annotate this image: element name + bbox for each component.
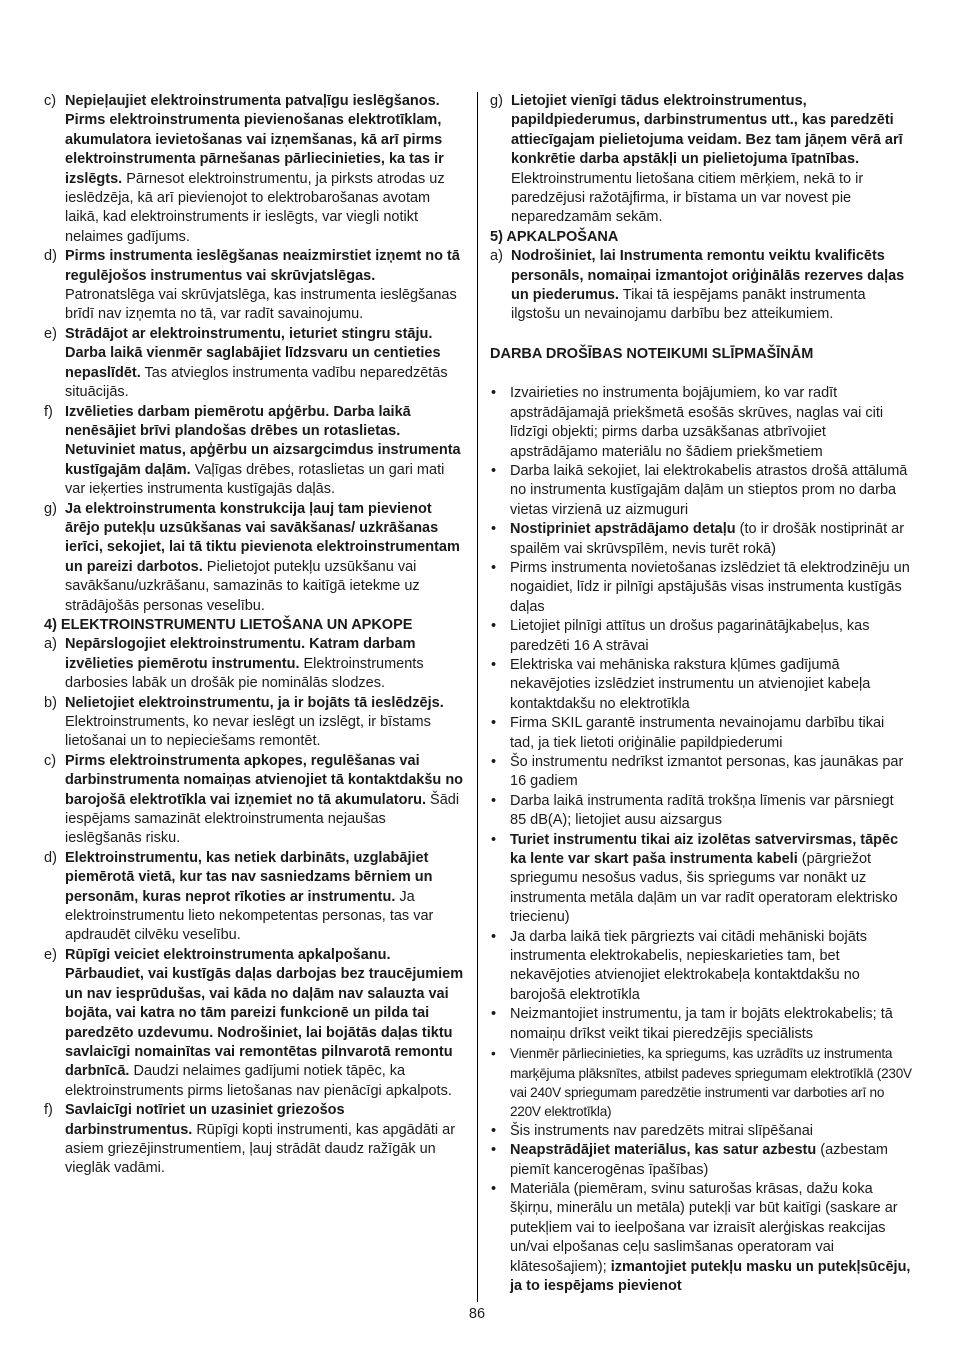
bullet-mark: • (491, 831, 497, 848)
item-text: Neizmantojiet instrumentu, ja tam ir bojāts elektrokabelis; tā nomaiņu drīkst veikt tikai pieredzējis speciālists (510, 1006, 893, 1042)
page-number: 86 (468, 1306, 486, 1322)
item-text: Šis instruments nav paredzēts mitrai slīpēšanai (510, 1122, 814, 1139)
right-column (490, 92, 912, 1296)
item-text: Tas atvieglos instrumenta vadību neparedzētās situācijās. (65, 364, 448, 401)
item-text: Elektriska vai mehāniska rakstura kļūmes gadījumā nekavējoties izslēdziet instrumentu un atvienojiet kabeļa kontaktdakšu no elektrotīkla (510, 656, 871, 712)
bullet-mark: • (491, 656, 497, 673)
safety-items-list (44, 92, 466, 616)
item-text: Pielietojot putekļu uzsūkšanu vai savākšanu/uzkrāšanu, samazinās to kaitīgā ietekme uz strādājošās personas veselību. (65, 558, 420, 614)
service-items-list (490, 247, 912, 325)
section-heading-usage-care: 4) ELEKTROINSTRUMENTU LIETOŠANA UN APKOPE (44, 616, 413, 633)
item-text: (azbestam piemīt kancerogēnas īpašības) (510, 1142, 888, 1178)
item-text: Izvairieties no instrumenta bojājumiem, ko var radīt apstrādājamajā priekšmetā esošās skrūves, naglas vai citi līdzīgi objekti; pirms darba uzsākšanas atbrīvojiet apstrādājamo materiālu no šādiem priekšmetiem (510, 385, 884, 460)
list-item (490, 92, 912, 228)
item-bold-text: Elektroinstrumentu, kas netiek darbināts, uzglabājiet piemērotā vietā, kur tas nav sasniedzams bērniem un personām, kuras neprot rīkoties ar instrumentu. (65, 849, 433, 905)
item-text: Darba laikā sekojiet, lai elektrokabelis atrastos drošā attālumā no instrumenta kustīgajām daļām un stieptos prom no darba vietas virzienā uz aizmuguri (510, 462, 908, 518)
item-bold-text: Izvēlieties darbam piemērotu apģērbu. Darba laikā nenēsājiet brīvi plandošas drēbes un rotaslietas. Netuviniet matus, apģērbu un aizsargcimdus instrumenta kustīgajām daļām. (65, 403, 461, 478)
item-text: Elektroinstruments darbosies labāk un drošāk pie nominālās slodzes. (65, 655, 424, 692)
list-item (44, 635, 466, 693)
item-text: (to ir drošāk nostiprināt ar spailēm vai skrūvspīlēm, nevis turēt rokā) (510, 521, 905, 557)
bullet-mark: • (491, 792, 497, 809)
item-bold-text: Nepieļaujiet elektroinstrumenta patvaļīgu ieslēgšanos. Pirms elektroinstrumenta pievienošanas elektrotīklam, akumulatora ievietošanas vai izņemšanas, kā arī pirms elektroinstrumenta pārnešanas pārliecinieties, ka tas ir izslēgts. (65, 93, 444, 187)
item-letter: g) (44, 500, 57, 517)
list-item (44, 1101, 466, 1179)
list-item (44, 247, 466, 325)
item-text: Ja darba laikā tiek pārgriezts vai citādi mehāniski bojāts instrumenta elektrokabelis, nepieskarieties tam, bet nekavējoties atvienojiet elektrokabeļa kontaktdakšu no barojošā elektrotīkla (510, 928, 868, 1003)
bullet-item (490, 1005, 912, 1044)
list-item (44, 752, 466, 849)
item-bold-text: Neapstrādājiet materiālus, kas satur azbestu (510, 1142, 817, 1159)
bullet-mark: • (491, 1006, 497, 1023)
item-text: Rūpīgi kopti instrumenti, kas apgādāti ar asiem griezējinstrumentiem, ļauj strādāt daudz ražīgāk un vieglāk vadāmi. (65, 1121, 456, 1177)
item-text: Šādi iespējams samazināt elektroinstrumenta nejaušas ieslēgšanās risku. (65, 791, 460, 847)
bullet-item (490, 792, 912, 831)
spacer (490, 325, 912, 345)
item-bold-text: Nodrošiniet, lai Instrumenta remontu veiktu kvalificēts personāls, nomaiņai izmantojot oriģinālās rezerves daļas un piederumus. (511, 248, 905, 304)
item-bold-text: Strādājot ar elektroinstrumentu, ieturiet stingru stāju. Darba laikā vienmēr saglabājiet līdzsvaru un centieties nepaslīdēt. (65, 325, 441, 381)
bullet-item (490, 831, 912, 928)
item-letter: d) (44, 849, 57, 866)
bullet-item (490, 1180, 912, 1296)
bullet-mark: • (491, 1122, 497, 1139)
item-bold-text: Nelietojiet elektroinstrumentu, ja ir bojāts tā ieslēdzējs. (65, 694, 444, 711)
spacer (490, 364, 912, 384)
bullet-mark: • (491, 462, 497, 479)
bullet-item (490, 1141, 912, 1180)
list-item (44, 849, 466, 946)
column-divider (477, 92, 478, 1302)
item-letter: g) (490, 93, 503, 109)
bullet-mark: • (491, 521, 497, 538)
item-text: Šo instrumentu nedrīkst izmantot personas, kas jaunākas par 16 gadiem (510, 754, 904, 790)
bullet-item (490, 753, 912, 792)
list-item (44, 500, 466, 616)
list-item (44, 403, 466, 500)
left-column (44, 92, 466, 1179)
item-letter: b) (44, 694, 57, 711)
item-letter: e) (44, 946, 57, 963)
list-item (44, 694, 466, 752)
bullet-item (490, 559, 912, 617)
item-text: Tikai tā iespējams panākt instrumenta ilgstošu un nevainojamu darbību bez atteikumiem. (511, 287, 866, 323)
item-bold-text: Savlaicīgi notīriet un uzasiniet griezošos darbinstrumentus. (65, 1102, 345, 1138)
bullet-mark: • (491, 1142, 497, 1159)
bullet-mark: • (491, 715, 497, 732)
bullet-item (490, 714, 912, 753)
item-letter: d) (44, 248, 57, 265)
bullet-mark: • (491, 618, 497, 635)
bullet-mark: • (491, 1180, 497, 1197)
item-letter: a) (44, 636, 57, 653)
list-item (44, 92, 466, 247)
item-text: Materiāla (piemēram, svinu saturošas krāsas, dažu koka šķirņu, minerālu un metāla) putekļi var būt kaitīgi (saskare ar putekļiem vai to ieelpošana var izraisīt alerģiskas reakcijas un/vai elpošanas ceļu saslimšanas operatoram vai klātesošajiem); (510, 1180, 898, 1275)
item-bold-text: Lietojiet vienīgi tādus elektroinstrumentus, papildpiederumus, darbinstrumentus utt., kas paredzēti attiecīgajam pielietojuma veidam. Bez tam jāņem vērā arī konkrētie darba apstākļi un pielietojuma īpatnības. (511, 93, 903, 168)
bullet-mark: • (491, 754, 497, 770)
grinder-safety-bullets (490, 384, 912, 1296)
item-text: Vaļīgas drēbes, rotaslietas un gari mati var ieķerties instrumenta kustīgajās daļās. (65, 461, 445, 498)
item-letter: c) (44, 93, 57, 109)
item-bold-text: Nostipriniet apstrādājamo detaļu (510, 521, 736, 538)
section-heading-service: 5) APKALPOŠANA (490, 228, 619, 245)
item-text: Vienmēr pārliecinieties, ka spriegums, kas uzrādīts uz instrumenta marķējuma plāksnītes, atbilst padeves spriegumam elektrotīklā (230V vai 240V spriegumam paredzētie instrumenti var darboties arī no 220V elektrotīkla) (510, 1046, 912, 1120)
item-bold-text: Pirms instrumenta ieslēgšanas neaizmirstiet izņemt no tā regulējošos instrumentus vai skrūvjatslēgas. (65, 248, 460, 284)
item-letter: f) (44, 1102, 53, 1119)
item-bold-text: Nepārslogojiet elektroinstrumentu. Katram darbam izvēlieties piemērotu instrumentu. (65, 636, 416, 672)
bullet-mark: • (491, 1046, 496, 1062)
bullet-mark: • (491, 559, 497, 576)
item-text: Darba laikā instrumenta radītā trokšņa līmenis var pārsniegt 85 dB(A); lietojiet ausu aizsargus (510, 792, 894, 829)
bullet-item (490, 1044, 912, 1122)
item-bold-text: Turiet instrumentu tikai aiz izolētas satvervirsmas, tāpēc ka lente var skart paša instrumenta kabeli (510, 831, 899, 868)
item-text: Patronatslēga vai skrūvjatslēga, kas instrumenta ieslēgšanas brīdī nav izņemta no tā, var radīt savainojumu. (65, 287, 457, 323)
item-text: Firma SKIL garantē instrumenta nevainojamu darbību tikai tad, ja tiek lietoti oriģinālie papildpiederumi (510, 715, 885, 751)
item-text: Elektroinstrumentu lietošana citiem mērķiem, nekā to ir paredzējusi ražotājfirma, ir bīstama un var novest pie neparedzamām sekām. (511, 170, 864, 226)
item-text: Elektroinstruments, ko nevar ieslēgt un izslēgt, ir bīstams lietošanai un to nepieciešams remontēt. (65, 714, 431, 750)
item-letter: a) (490, 248, 503, 265)
item-letter: f) (44, 403, 53, 420)
bullet-item (490, 462, 912, 520)
item-text: Pirms instrumenta novietošanas izslēdziet tā elektrodzinēju un nogaidiet, līdz ir pilnīgi apstājušās visas instrumenta kustīgās daļas (510, 559, 910, 615)
item-text: Pārnesot elektroinstrumentu, ja pirksts atrodas uz ieslēdzēja, kā arī pievienojot to elektrobarošanas avotam laikā, kad elektroinstruments ir ieslēgts, var viegli notikt nelaimes gadījums. (65, 170, 445, 245)
list-item (44, 325, 466, 403)
item-letter: e) (44, 325, 57, 342)
bullet-item (490, 520, 912, 559)
bullet-mark: • (491, 385, 497, 402)
bullet-item (490, 1122, 912, 1141)
list-item (44, 946, 466, 1101)
bullet-item (490, 384, 912, 462)
item-letter: c) (44, 752, 57, 769)
item-text: Ja elektroinstrumentu lieto nekompetentas personas, tas var apdraudēt cilvēku veselību. (65, 888, 434, 944)
item-text: Daudzi nelaimes gadījumi notiek tāpēc, ka elektroinstruments pirms lietošanas nav pienācīgi apkalpots. (65, 1063, 452, 1099)
bullet-item (490, 656, 912, 714)
bullet-item (490, 928, 912, 1006)
usage-item-g (490, 92, 912, 228)
item-text: (pārgriežot spriegumu nesošus vadus, šis spriegums var nonākt uz instrumenta metāla daļām un var radīt operatoram elektrisko triecienu) (510, 851, 898, 926)
item-bold-text: izmantojiet putekļu masku un putekļsūcēju, ja to iespējams pievienot (510, 1258, 911, 1294)
section-heading-grinder-safety: DARBA DROŠĪBAS NOTEIKUMI SLĪPMAŠĪNĀM (490, 345, 814, 362)
usage-care-items-list (44, 635, 466, 1178)
item-bold-text: Rūpīgi veiciet elektroinstrumenta apkalpošanu. Pārbaudiet, vai kustīgās daļas darbojas bez traucējumiem un nav iesprūdušas, vai kāda no daļām nav salauzta vai bojāta, vai katra no tām pareizi funkcionē un pilda tai paredzēto uzdevumu. Nodrošiniet, lai bojātās daļas tiktu savlaicīgi nomainītas vai remontētas pilnvarotā remontu darbnīcā. (65, 946, 464, 1080)
bullet-item (490, 617, 912, 656)
list-item (490, 247, 912, 325)
item-bold-text: Pirms elektroinstrumenta apkopes, regulēšanas vai darbinstrumenta nomaiņas atvienojiet tā kontaktdakšu no barojošā elektrotīkla vai izņemiet no tā akumulatoru. (65, 752, 464, 808)
item-text: Lietojiet pilnīgi attītus un drošus pagarinātājkabeļus, kas paredzēti 16 A strāvai (510, 618, 870, 654)
item-bold-text: Ja elektroinstrumenta konstrukcija ļauj tam pievienot ārējo putekļu uzsūkšanas vai savākšanas/ uzkrāšanas ierīci, sekojiet, lai tā tiktu pievienota elektroinstrumentam un pareizi darbotos. (65, 500, 460, 575)
bullet-mark: • (491, 928, 497, 945)
